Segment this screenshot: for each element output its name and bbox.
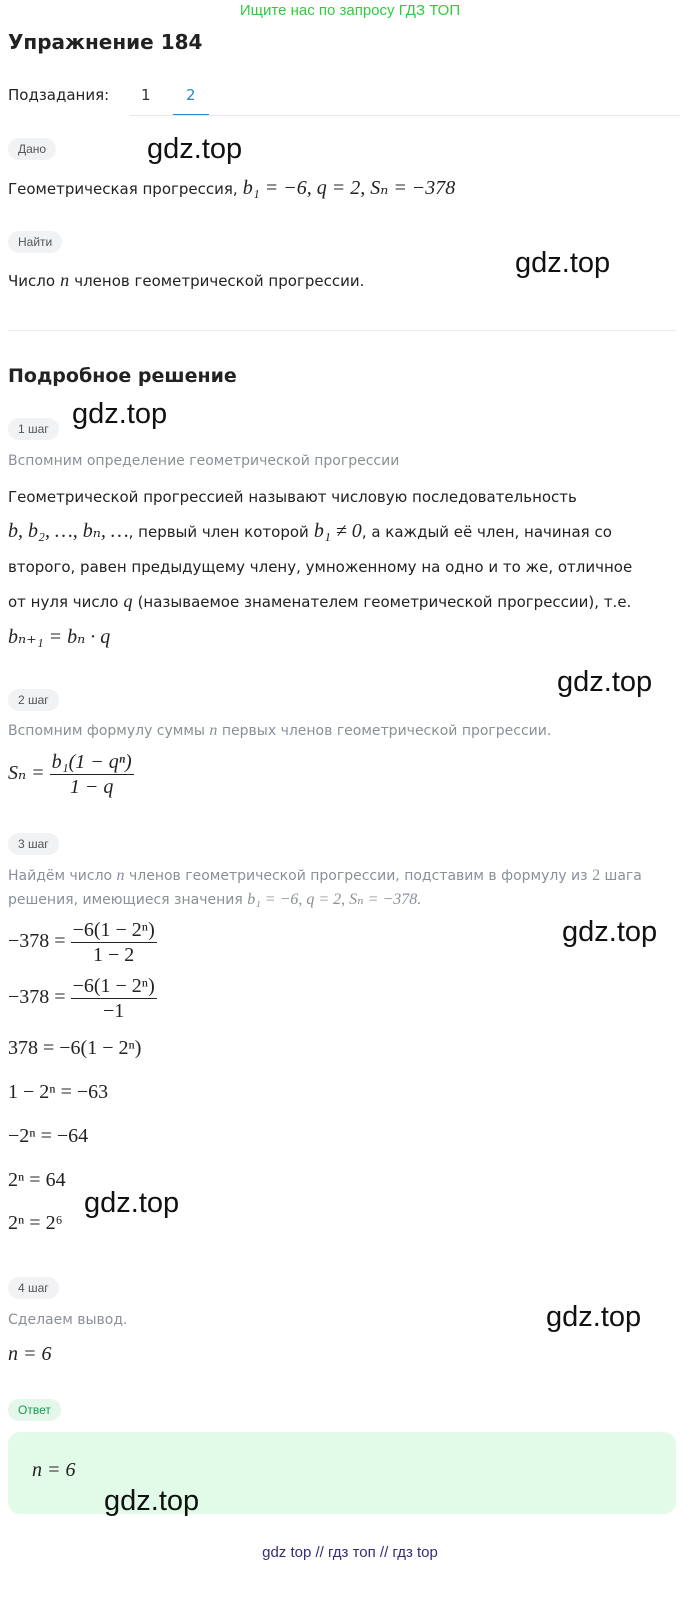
step-text-line [8,515,612,549]
sum-formula [8,750,134,799]
step-text: второго, равен предыдущему члену, умноженному на одно и то же, отличное [8,558,633,576]
equation-4: 1 − 2ⁿ = −63 [8,1081,109,1103]
step-hint-text: решения, имеющиеся значения [8,892,243,908]
recurrence-formula: bₙ₊₁ = bₙ · q [8,626,111,648]
n-var: n [116,867,125,884]
watermark: gdz.top [515,247,611,279]
step-text-line [8,585,631,619]
answer-pill: Ответ [8,1399,61,1421]
step-hint-text: членов геометрической прогрессии, подставим в формулу из [129,868,588,884]
fraction-denominator: −1 [103,1000,125,1022]
given-math: b₁ = −6, q = 2, Sₙ = −378 [242,177,456,199]
step-hint-text: первых членов геометрической прогрессии. [221,723,552,739]
equation-2 [8,974,157,1023]
footer-links[interactable]: gdz top // гдз топ // гдз top [262,1544,438,1561]
given-text: Геометрическая прогрессия, [8,180,238,198]
step-hint [8,719,551,743]
step-hint: Вспомним определение геометрической прогрессии [8,453,400,469]
fraction-denominator: 1 − 2 [93,944,135,966]
values-math: b₁ = −6, q = 2, Sₙ = −378. [247,891,422,908]
solution-title: Подробное решение [8,365,237,387]
watermark: gdz.top [72,398,168,430]
n-var: n [209,722,218,739]
step-hint-text: Вспомним формулу суммы [8,723,205,739]
equation-1 [8,918,157,967]
tabs-divider [130,115,680,116]
sum-fraction [50,750,134,799]
watermark: gdz.top [557,666,653,698]
find-var: n [60,270,70,290]
equation-fraction [71,918,157,967]
subtask-tab-1[interactable]: 1 [141,86,151,104]
step-pill: 2 шаг [8,689,59,711]
equation-7: 2ⁿ = 2⁶ [8,1212,63,1234]
equation-lhs: −378 = [8,986,66,1009]
fraction-numerator: −6(1 − 2ⁿ) [72,975,155,997]
equation-lhs: −378 = [8,930,66,953]
equation-6: 2ⁿ = 64 [8,1169,66,1191]
subtasks-label: Подзадания: [8,86,110,104]
section-divider [8,330,676,331]
step-text: Геометрической прогрессией называют числовую последовательность [8,488,577,506]
watermark: gdz.top [147,133,243,165]
given-pill: Дано [8,138,56,160]
answer-value: n = 6 [32,1459,76,1481]
sequence-math: b, b₂, …, bₙ, … [8,520,129,542]
watermark: gdz.top [104,1485,200,1517]
watermark: gdz.top [84,1187,180,1219]
step-text: (называемое знаменателем геометрической прогрессии), т.е. [137,593,632,611]
find-statement [8,264,364,298]
fraction-numerator: b₁(1 − qⁿ) [51,751,132,773]
watermark: gdz.top [546,1301,642,1333]
step-hint-text: Найдём число [8,868,113,884]
equation-3: 378 = −6(1 − 2ⁿ) [8,1037,142,1059]
step-number: 2 [592,867,601,884]
search-banner: Ищите нас по запросу ГДЗ ТОП [239,2,461,19]
b1-condition-math: b₁ ≠ 0 [313,520,362,542]
sum-formula-lhs: Sₙ = [8,762,45,785]
step-text: от нуля число [8,593,119,611]
step-hint [8,864,642,888]
step-result: n = 6 [8,1343,52,1365]
equation-fraction [71,974,157,1023]
step-hint-text: шага [604,868,642,884]
fraction-numerator: −6(1 − 2ⁿ) [72,919,155,941]
watermark: gdz.top [562,916,658,948]
q-var: q [123,591,133,611]
step-text: , а каждый её член, начиная со [361,523,612,541]
step-hint [8,888,421,912]
equation-5: −2ⁿ = −64 [8,1125,89,1147]
step-pill: 4 шаг [8,1277,59,1299]
page-title: Упражнение 184 [8,30,203,54]
find-text-after: членов геометрической прогрессии. [74,272,365,290]
find-pill: Найти [8,231,62,253]
fraction-denominator: 1 − q [69,776,114,798]
given-statement [8,172,455,206]
step-hint: Сделаем вывод. [8,1312,128,1328]
step-pill: 3 шаг [8,833,59,855]
step-text: , первый член которой [128,523,309,541]
subtask-tab-2[interactable]: 2 [173,86,209,116]
find-text-before: Число [8,272,56,290]
step-pill: 1 шаг [8,418,59,440]
